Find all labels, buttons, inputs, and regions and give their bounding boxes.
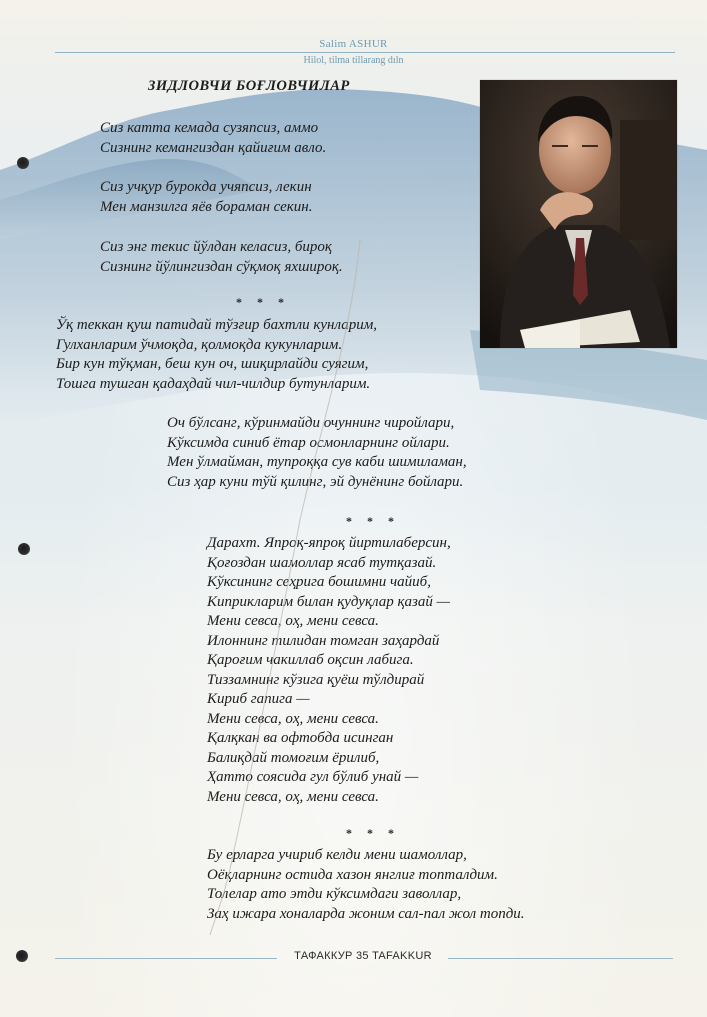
stanza-1 [100,119,326,158]
poem-line: Оёқларнинг остида хазон янглиғ топталдим. [207,866,498,883]
binder-hole [16,950,28,962]
poem-line: Дарахт. Япроқ-япроқ йиртилаберсин, [207,535,451,551]
poem-line: Сиз энг текис йўлдан келасиз, бироқ [100,239,332,255]
poem-line: Сиз катта кемада сузяпсиз, аммо [100,120,319,136]
stanza-6 [207,534,451,807]
footer-rule-right [448,958,673,959]
poem-line: Ҳатто соясида гул бўлиб унай — [207,769,419,785]
poem-line: Сиз учқур бурокда учяпсиз, лекин [100,179,312,195]
poem-title: ЗИДЛОВЧИ БОҒЛОВЧИЛАР [148,78,350,94]
author-photo [480,80,677,348]
section-separator: * * * [236,295,290,309]
section-separator: * * * [346,514,400,528]
poem-line: Кўксининг сеҳрига бошимни чайиб, [207,574,431,590]
poem-line: Сизнинг йўлингиздан сўқмоқ яхшироқ. [100,258,343,275]
header-rule [55,52,675,53]
poem-line: Киприкларим билан қудуқлар қазай — [207,593,450,610]
poem-line: Тошга тушган қадаҳдай чил-чилдир бутунларим. [56,375,371,392]
poem-line: Қоғоздан шамоллар ясаб тутқазай. [207,554,437,571]
poem-line: Кириб гапига — [207,691,310,707]
poem-line: Мен ўлмайман, тупроққа сув каби шимиламан, [167,454,467,470]
poem-line: Толелар ато этди кўксимдаги заволлар, [207,886,462,902]
stanza-5 [167,414,467,492]
poem-line: Мен манзилга яёв бораман секин. [100,198,313,215]
poem-line: Илоннинг тилидан томган заҳардай [207,632,440,649]
poem-line: Қалқкан ва офтобда исинган [207,730,394,746]
poem-line: Сиз ҳар куни тўй қилинг, эй дунёнинг бойлари. [167,473,464,490]
poem-line: Оч бўлсанг, кўринмайди очуннинг чиройлари, [167,415,455,431]
poem-line: Тиззамнинг кўзига қуёш тўлдирай [207,671,425,688]
stanza-2 [100,178,312,217]
poem-line: Гулханларим ўчмоқда, қолмоқда кукунларим. [56,336,343,353]
poem-line: Мени севса, оҳ, мени севса. [207,613,379,629]
poem-line: Мени севса, оҳ, мени севса. [207,710,379,727]
poem-line: Мени севса, оҳ, мени севса. [207,788,379,805]
poem-line: Кўксимда синиб ётар осмонларнинг ойлари. [167,434,450,451]
stanza-3 [100,238,343,277]
poem-line: Бир кун тўқман, беш кун оч, шиқирлайди суягим, [56,356,369,372]
poem-line: Заҳ ижара хоналарда жоним сал-пал жол топди. [207,905,525,922]
header-author: Salim ASHUR [319,38,388,50]
footer-page-label: ТАФАККУР 35 TAFAKKUR [294,950,432,962]
stanza-4 [56,316,377,394]
footer-rule-left [55,958,277,959]
header-subtitle: Hilol, tilma tillarang dıln [303,55,404,66]
poem-line: Бу ерларга учириб келди мени шамоллар, [207,847,467,863]
section-separator: * * * [346,826,400,840]
poem-line: Балиқдай томоғим ёрилиб, [207,749,380,766]
author-portrait-image [480,80,677,348]
poem-line: Қароғим чакиллаб оқсин лабига. [207,652,414,668]
binder-hole [17,157,29,169]
poem-line: Ўқ теккан қуш патидай тўзғир бахтли кунларим, [56,317,378,333]
poem-line: Сизнинг кемангиздан қайиғим авло. [100,139,327,156]
stanza-7 [207,846,525,924]
binder-hole [18,543,30,555]
